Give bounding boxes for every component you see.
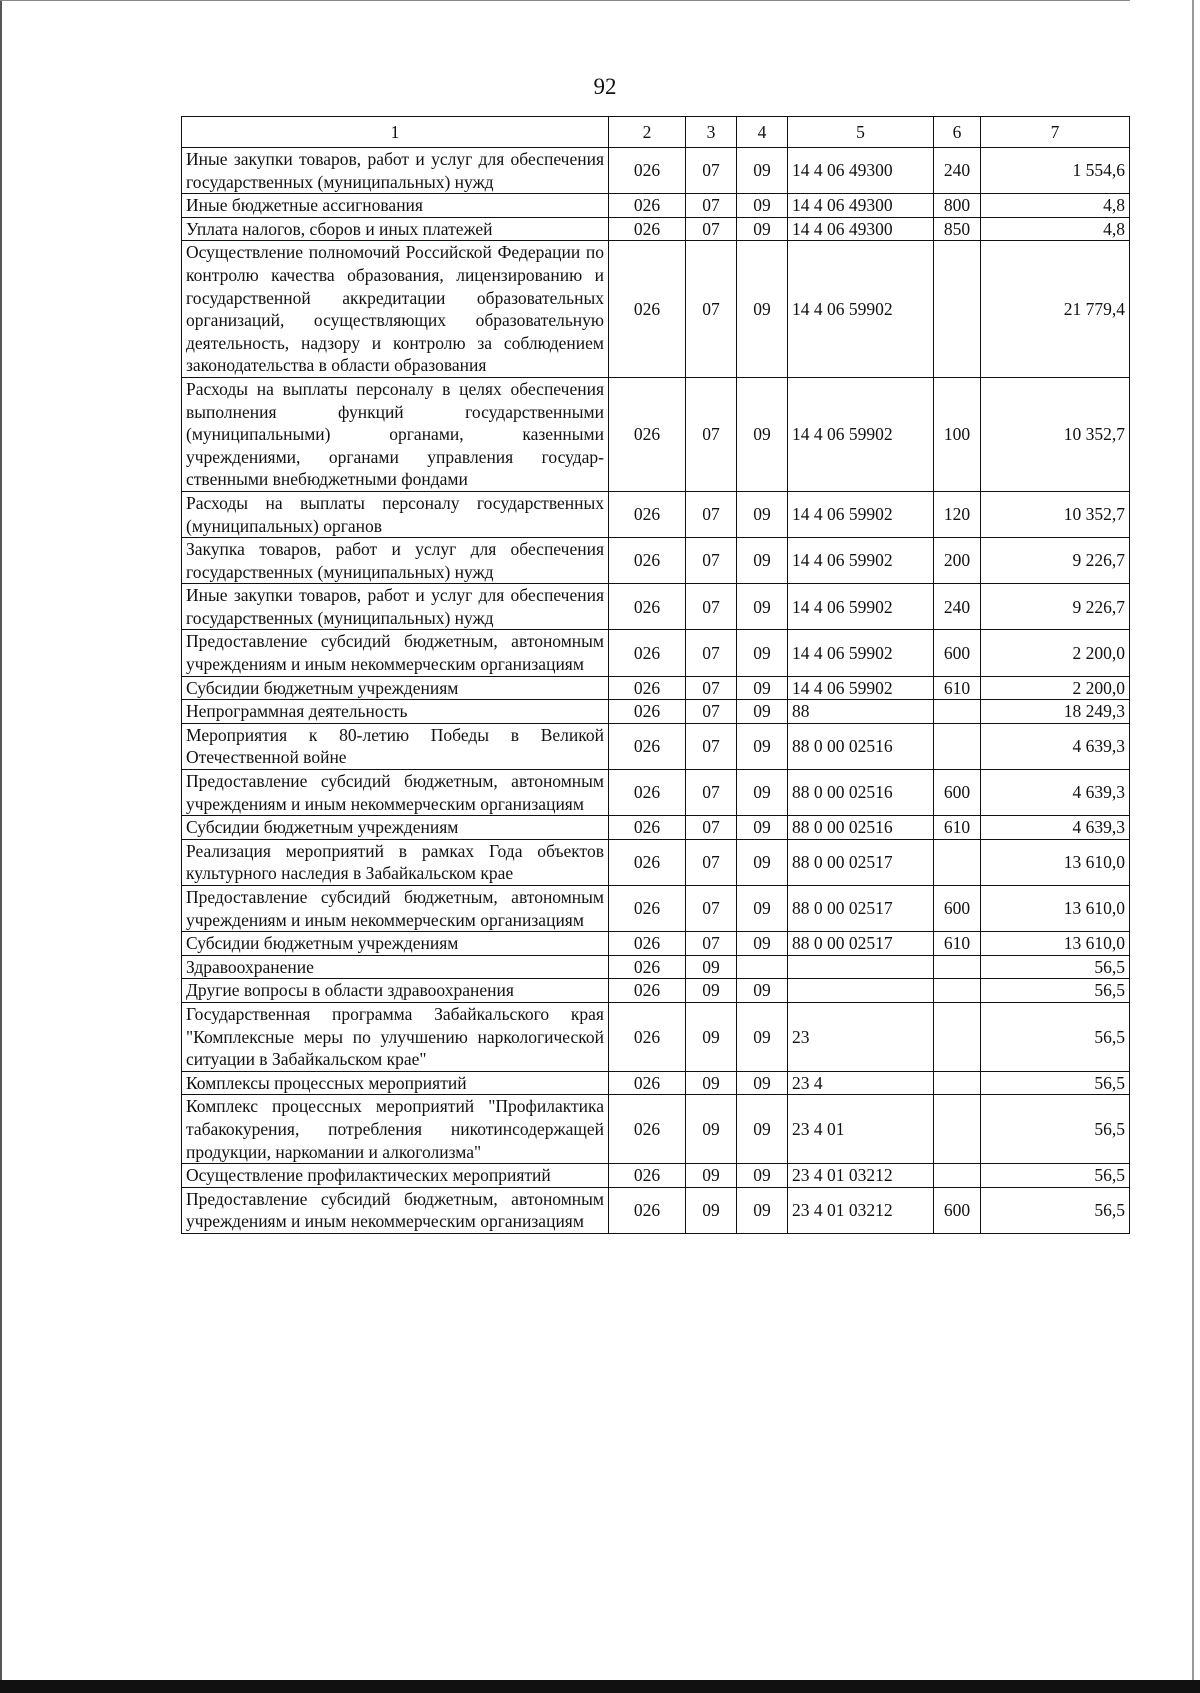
row-name: Государственная программа Забайкальского края "Комплексные меры по улучшению наркологической ситуации в Забайкальском крае" xyxy=(182,1002,609,1071)
expense-type: 120 xyxy=(934,491,981,537)
admin-code: 026 xyxy=(609,241,686,378)
target-article: 23 4 01 xyxy=(788,1095,934,1164)
target-article: 14 4 06 59902 xyxy=(788,538,934,584)
scan-edge-right xyxy=(1192,0,1194,1693)
section-code: 07 xyxy=(686,630,737,676)
column-header: 4 xyxy=(737,117,788,148)
target-article: 14 4 06 49300 xyxy=(788,217,934,241)
section-code: 09 xyxy=(686,1164,737,1188)
target-article xyxy=(788,979,934,1003)
amount: 10 352,7 xyxy=(981,377,1130,491)
target-article xyxy=(788,955,934,979)
subsection-code: 09 xyxy=(737,491,788,537)
amount: 4 639,3 xyxy=(981,816,1130,840)
admin-code: 026 xyxy=(609,839,686,885)
budget-table xyxy=(181,116,1130,1234)
amount: 56,5 xyxy=(981,1002,1130,1071)
admin-code: 026 xyxy=(609,538,686,584)
amount: 2 200,0 xyxy=(981,630,1130,676)
admin-code: 026 xyxy=(609,148,686,194)
table-row xyxy=(182,1187,1130,1233)
column-header: 1 xyxy=(182,117,609,148)
section-code: 07 xyxy=(686,584,737,630)
amount: 1 554,6 xyxy=(981,148,1130,194)
row-name: Предоставление субсидий бюджетным, автономным учреждениям и иным некоммерческим организациям xyxy=(182,1187,609,1233)
target-article: 88 0 00 02517 xyxy=(788,886,934,932)
amount: 56,5 xyxy=(981,1187,1130,1233)
amount: 10 352,7 xyxy=(981,491,1130,537)
admin-code: 026 xyxy=(609,1071,686,1095)
column-header: 3 xyxy=(686,117,737,148)
subsection-code: 09 xyxy=(737,377,788,491)
amount: 56,5 xyxy=(981,1095,1130,1164)
admin-code: 026 xyxy=(609,1002,686,1071)
row-name: Закупка товаров, работ и услуг для обеспечения государственных (муниципальных) нужд xyxy=(182,538,609,584)
admin-code: 026 xyxy=(609,491,686,537)
row-name: Расходы на выплаты персоналу в целях обеспечения выполнения функций государственными (муниципальными) органами, казенными учреждениями, органами управления государственными внебюджетными фондами xyxy=(182,377,609,491)
table-row xyxy=(182,770,1130,816)
table-row xyxy=(182,630,1130,676)
section-code: 07 xyxy=(686,723,737,769)
amount: 4 639,3 xyxy=(981,723,1130,769)
expense-type: 240 xyxy=(934,148,981,194)
expense-type xyxy=(934,1164,981,1188)
target-article: 23 4 xyxy=(788,1071,934,1095)
row-name: Реализация мероприятий в рамках Года объектов культурного наследия в Забайкальском крае xyxy=(182,839,609,885)
admin-code: 026 xyxy=(609,630,686,676)
subsection-code: 09 xyxy=(737,630,788,676)
amount: 2 200,0 xyxy=(981,676,1130,700)
subsection-code: 09 xyxy=(737,1095,788,1164)
expense-type: 600 xyxy=(934,770,981,816)
target-article: 88 0 00 02516 xyxy=(788,770,934,816)
column-header: 2 xyxy=(609,117,686,148)
subsection-code xyxy=(737,955,788,979)
table-row xyxy=(182,241,1130,378)
table-row xyxy=(182,538,1130,584)
target-article: 14 4 06 59902 xyxy=(788,676,934,700)
expense-type: 600 xyxy=(934,630,981,676)
row-name: Здравоохранение xyxy=(182,955,609,979)
subsection-code: 09 xyxy=(737,241,788,378)
row-name: Комплексы процессных мероприятий xyxy=(182,1071,609,1095)
section-code: 07 xyxy=(686,676,737,700)
expense-type: 100 xyxy=(934,377,981,491)
subsection-code: 09 xyxy=(737,1164,788,1188)
target-article: 88 0 00 02517 xyxy=(788,932,934,956)
target-article: 14 4 06 49300 xyxy=(788,194,934,218)
scan-edge-bottom xyxy=(0,1680,1200,1693)
expense-type: 610 xyxy=(934,932,981,956)
subsection-code: 09 xyxy=(737,932,788,956)
row-name: Субсидии бюджетным учреждениям xyxy=(182,676,609,700)
expense-type: 600 xyxy=(934,886,981,932)
row-name: Иные закупки товаров, работ и услуг для обеспечения государственных (муниципальных) нужд xyxy=(182,148,609,194)
expense-type: 610 xyxy=(934,676,981,700)
row-name: Иные бюджетные ассигнования xyxy=(182,194,609,218)
row-name: Комплекс процессных мероприятий "Профилактика табакокурения, потребления никотинсодержащей продукции, наркомании и алкоголизма" xyxy=(182,1095,609,1164)
section-code: 07 xyxy=(686,148,737,194)
amount: 4 639,3 xyxy=(981,770,1130,816)
table-row xyxy=(182,839,1130,885)
section-code: 07 xyxy=(686,932,737,956)
admin-code: 026 xyxy=(609,700,686,724)
scan-edge-top xyxy=(0,0,1130,1)
target-article: 88 0 00 02516 xyxy=(788,816,934,840)
target-article: 88 0 00 02516 xyxy=(788,723,934,769)
section-code: 07 xyxy=(686,377,737,491)
amount: 13 610,0 xyxy=(981,932,1130,956)
subsection-code: 09 xyxy=(737,886,788,932)
section-code: 09 xyxy=(686,1071,737,1095)
subsection-code: 09 xyxy=(737,148,788,194)
section-code: 07 xyxy=(686,700,737,724)
expense-type: 850 xyxy=(934,217,981,241)
amount: 56,5 xyxy=(981,1071,1130,1095)
expense-type: 800 xyxy=(934,194,981,218)
expense-type: 610 xyxy=(934,816,981,840)
expense-type xyxy=(934,955,981,979)
column-header: 5 xyxy=(788,117,934,148)
section-code: 09 xyxy=(686,979,737,1003)
section-code: 07 xyxy=(686,241,737,378)
row-name: Субсидии бюджетным учреждениям xyxy=(182,932,609,956)
admin-code: 026 xyxy=(609,886,686,932)
section-code: 09 xyxy=(686,1095,737,1164)
row-name: Осуществление профилактических мероприятий xyxy=(182,1164,609,1188)
subsection-code: 09 xyxy=(737,1002,788,1071)
amount: 56,5 xyxy=(981,955,1130,979)
target-article: 14 4 06 59902 xyxy=(788,377,934,491)
expense-type xyxy=(934,1071,981,1095)
amount: 4,8 xyxy=(981,194,1130,218)
row-name: Иные закупки товаров, работ и услуг для обеспечения государственных (муниципальных) нужд xyxy=(182,584,609,630)
table-row xyxy=(182,217,1130,241)
column-header: 7 xyxy=(981,117,1130,148)
subsection-code: 09 xyxy=(737,676,788,700)
row-name: Другие вопросы в области здравоохранения xyxy=(182,979,609,1003)
row-name: Непрограммная деятельность xyxy=(182,700,609,724)
subsection-code: 09 xyxy=(737,584,788,630)
subsection-code: 09 xyxy=(737,770,788,816)
expense-type: 200 xyxy=(934,538,981,584)
amount: 56,5 xyxy=(981,1164,1130,1188)
admin-code: 026 xyxy=(609,1164,686,1188)
amount: 9 226,7 xyxy=(981,538,1130,584)
amount: 9 226,7 xyxy=(981,584,1130,630)
page-number: 92 xyxy=(593,74,617,99)
target-article: 14 4 06 59902 xyxy=(788,630,934,676)
section-code: 07 xyxy=(686,491,737,537)
expense-type xyxy=(934,241,981,378)
row-name: Предоставление субсидий бюджетным, автономным учреждениям и иным некоммерческим организациям xyxy=(182,886,609,932)
target-article: 23 xyxy=(788,1002,934,1071)
subsection-code: 09 xyxy=(737,979,788,1003)
section-code: 07 xyxy=(686,886,737,932)
amount: 18 249,3 xyxy=(981,700,1130,724)
admin-code: 026 xyxy=(609,770,686,816)
table-row xyxy=(182,979,1130,1003)
amount: 13 610,0 xyxy=(981,839,1130,885)
section-code: 07 xyxy=(686,538,737,584)
expense-type: 240 xyxy=(934,584,981,630)
section-code: 07 xyxy=(686,839,737,885)
table-row xyxy=(182,377,1130,491)
subsection-code: 09 xyxy=(737,538,788,584)
subsection-code: 09 xyxy=(737,816,788,840)
target-article: 88 0 00 02517 xyxy=(788,839,934,885)
expense-type xyxy=(934,839,981,885)
table-row xyxy=(182,1095,1130,1164)
subsection-code: 09 xyxy=(737,700,788,724)
section-code: 09 xyxy=(686,1002,737,1071)
table-row xyxy=(182,194,1130,218)
admin-code: 026 xyxy=(609,723,686,769)
amount: 21 779,4 xyxy=(981,241,1130,378)
amount: 56,5 xyxy=(981,979,1130,1003)
table-row xyxy=(182,932,1130,956)
target-article: 14 4 06 59902 xyxy=(788,584,934,630)
admin-code: 026 xyxy=(609,217,686,241)
section-code: 07 xyxy=(686,770,737,816)
section-code: 09 xyxy=(686,1187,737,1233)
table-row xyxy=(182,148,1130,194)
subsection-code: 09 xyxy=(737,217,788,241)
admin-code: 026 xyxy=(609,377,686,491)
table-row xyxy=(182,584,1130,630)
target-article: 14 4 06 59902 xyxy=(788,241,934,378)
table-header-row xyxy=(182,117,1130,148)
expense-type xyxy=(934,1002,981,1071)
table-body xyxy=(182,148,1130,1234)
expense-type xyxy=(934,700,981,724)
admin-code: 026 xyxy=(609,584,686,630)
table-row xyxy=(182,1002,1130,1071)
table-row xyxy=(182,491,1130,537)
subsection-code: 09 xyxy=(737,839,788,885)
table-row xyxy=(182,886,1130,932)
table-row xyxy=(182,676,1130,700)
row-name: Субсидии бюджетным учреждениям xyxy=(182,816,609,840)
subsection-code: 09 xyxy=(737,194,788,218)
target-article: 23 4 01 03212 xyxy=(788,1164,934,1188)
section-code: 07 xyxy=(686,194,737,218)
amount: 13 610,0 xyxy=(981,886,1130,932)
table-row xyxy=(182,700,1130,724)
expense-type xyxy=(934,723,981,769)
subsection-code: 09 xyxy=(737,723,788,769)
admin-code: 026 xyxy=(609,816,686,840)
expense-type xyxy=(934,1095,981,1164)
section-code: 09 xyxy=(686,955,737,979)
admin-code: 026 xyxy=(609,955,686,979)
target-article: 14 4 06 59902 xyxy=(788,491,934,537)
admin-code: 026 xyxy=(609,932,686,956)
admin-code: 026 xyxy=(609,1095,686,1164)
target-article: 88 xyxy=(788,700,934,724)
row-name: Предоставление субсидий бюджетным, автономным учреждениям и иным некоммерческим организациям xyxy=(182,770,609,816)
section-code: 07 xyxy=(686,217,737,241)
expense-type: 600 xyxy=(934,1187,981,1233)
table-row xyxy=(182,1071,1130,1095)
expense-type xyxy=(934,979,981,1003)
row-name: Мероприятия к 80-летию Победы в Великой Отечественной войне xyxy=(182,723,609,769)
row-name: Уплата налогов, сборов и иных платежей xyxy=(182,217,609,241)
admin-code: 026 xyxy=(609,676,686,700)
target-article: 14 4 06 49300 xyxy=(788,148,934,194)
row-name: Осуществление полномочий Российской Федерации по контролю качества образования, лицензированию и государственной аккредитации образовательных организаций, осуществляющих образовательную деятельность, надзору и контролю за соблюдением законодательства в области образования xyxy=(182,241,609,378)
scan-edge-left xyxy=(0,0,2,1693)
table-row xyxy=(182,955,1130,979)
amount: 4,8 xyxy=(981,217,1130,241)
row-name: Расходы на выплаты персоналу государственных (муниципальных) органов xyxy=(182,491,609,537)
section-code: 07 xyxy=(686,816,737,840)
subsection-code: 09 xyxy=(737,1071,788,1095)
admin-code: 026 xyxy=(609,979,686,1003)
row-name: Предоставление субсидий бюджетным, автономным учреждениям и иным некоммерческим организациям xyxy=(182,630,609,676)
table-row xyxy=(182,1164,1130,1188)
subsection-code: 09 xyxy=(737,1187,788,1233)
target-article: 23 4 01 03212 xyxy=(788,1187,934,1233)
table-row xyxy=(182,816,1130,840)
column-header: 6 xyxy=(934,117,981,148)
admin-code: 026 xyxy=(609,1187,686,1233)
admin-code: 026 xyxy=(609,194,686,218)
table-row xyxy=(182,723,1130,769)
